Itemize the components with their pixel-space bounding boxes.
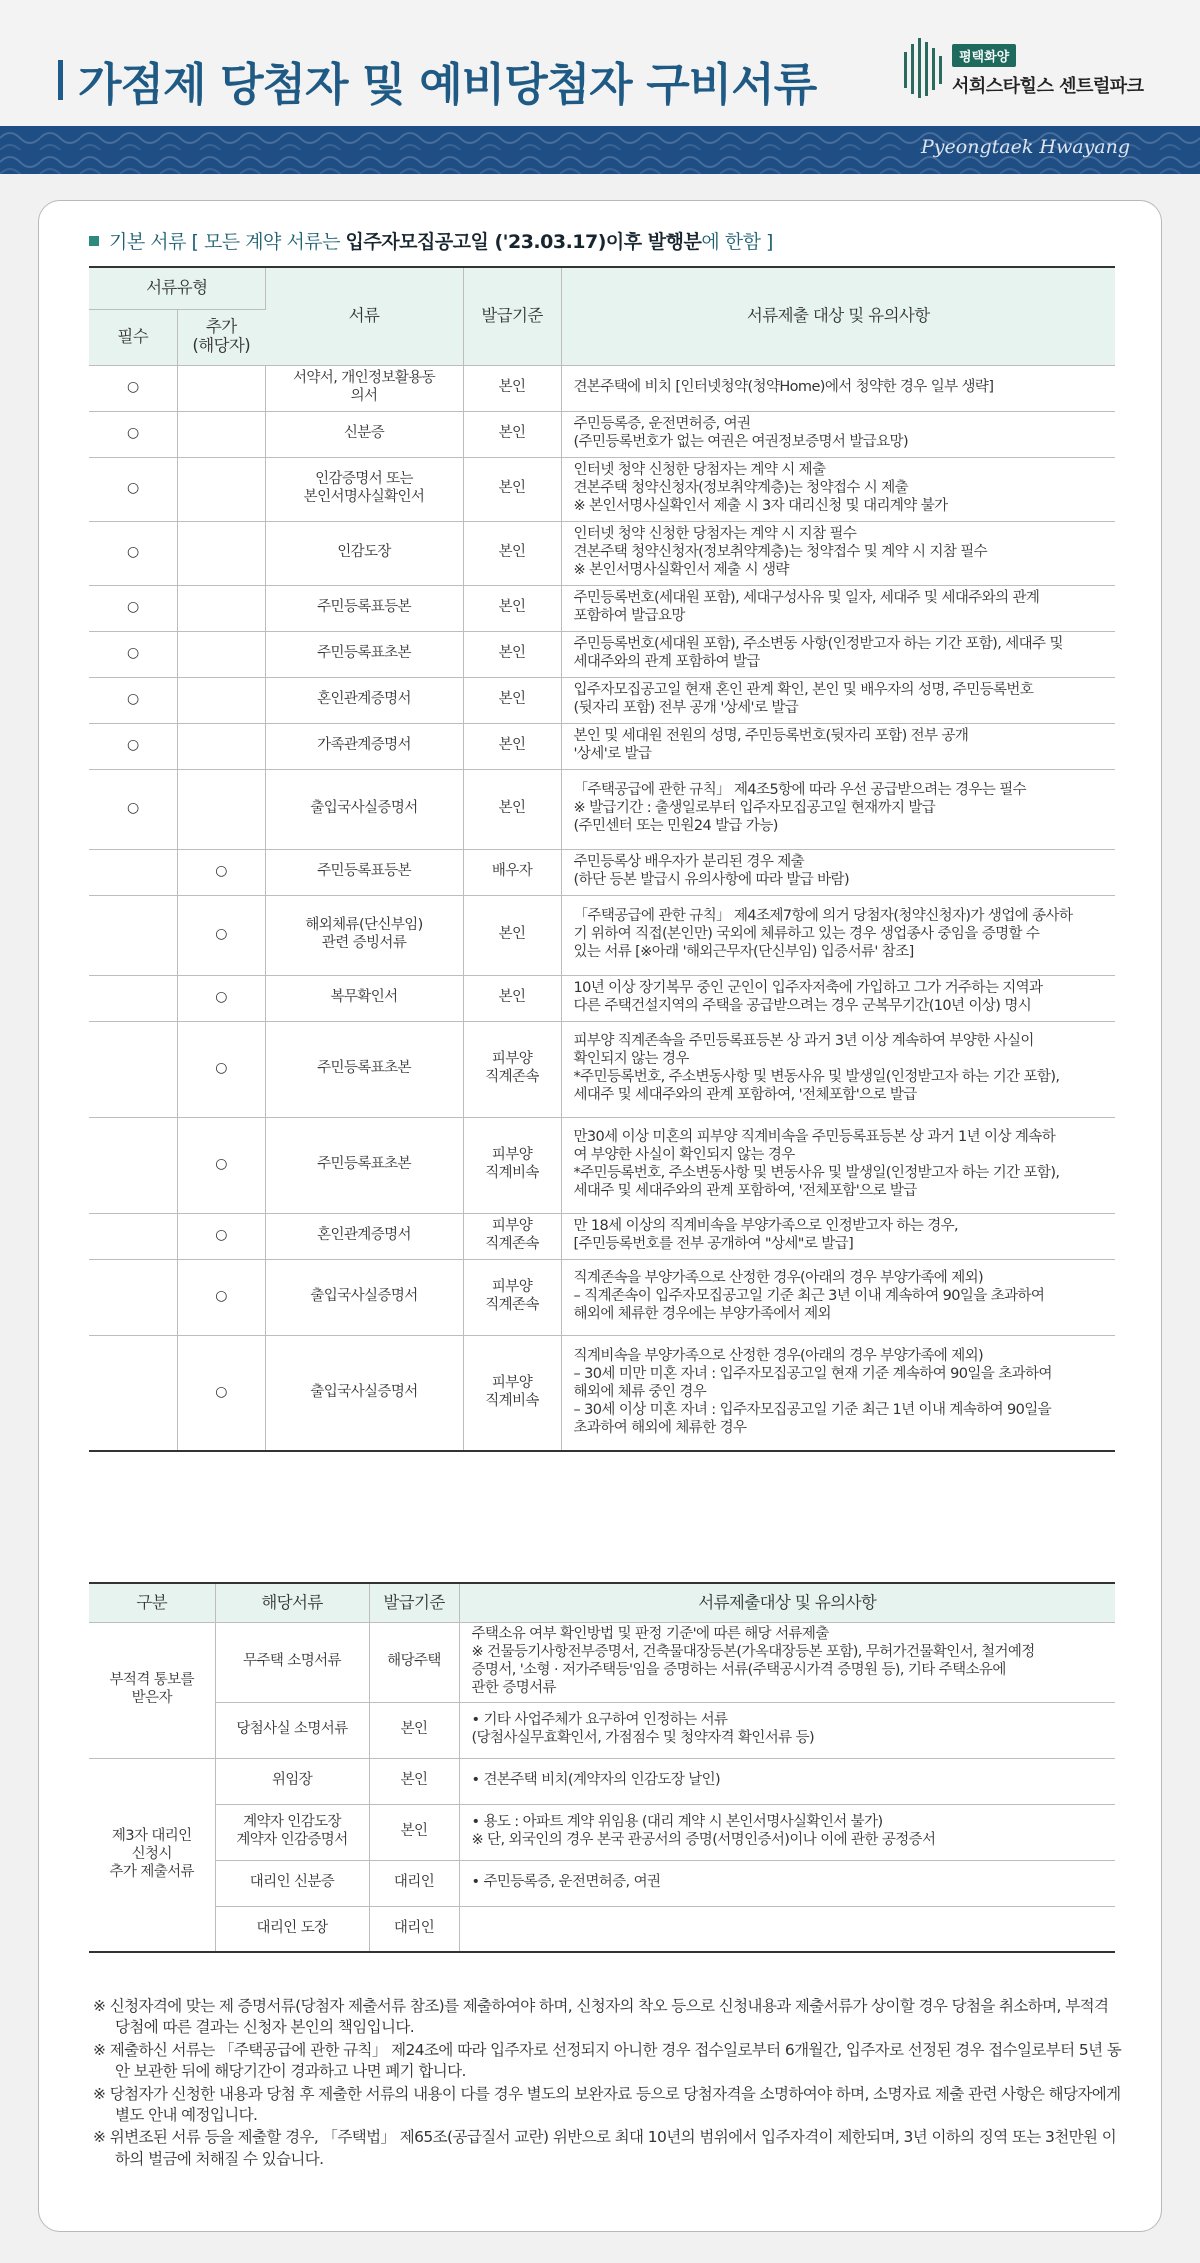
logo-mark-icon — [902, 38, 946, 102]
page-title: 가점제 당첨자 및 예비당첨자 구비서류 — [78, 58, 817, 111]
issue-basis: 피부양 직계비속 — [463, 1335, 561, 1451]
table-row — [89, 677, 1115, 723]
notes-text: 직계존속을 부양가족으로 산정한 경우(아래의 경우 부양가족에 제외) – 직계존속이 입주자모집공고일 기준 최근 3년 이내 계속하여 90일을 초과하여 해외에 체류한 경우에는 부양가족에서 제외 — [561, 1259, 1115, 1335]
category-cell: 제3자 대리인 신청시 추가 제출서류 — [89, 1758, 215, 1952]
document-name: 복무확인서 — [265, 975, 463, 1021]
notes-text: 직계비속을 부양가족으로 산정한 경우(아래의 경우 부양가족에 제외) – 30세 미만 미혼 자녀 : 입주자모집공고일 현재 기준 계속하여 90일을 초과하여 해외에 체류 중인 경우 – 30세 이상 미혼 자녀 : 입주자모집공고일 기준 최근 1년 이내 계속하여 90일을 초과하여 해외에 체류한 경우 — [561, 1335, 1115, 1451]
table-row — [89, 1622, 1115, 1702]
table-row — [89, 411, 1115, 457]
issue-basis: 본인 — [463, 895, 561, 975]
document-name: 주민등록표등본 — [265, 849, 463, 895]
document-name: 계약자 인감도장 계약자 인감증명서 — [215, 1804, 369, 1860]
issue-basis: 해당주택 — [369, 1622, 459, 1702]
header-doc-type: 서류유형 — [89, 267, 265, 309]
header-notes-2: 서류제출대상 및 유의사항 — [459, 1583, 1115, 1622]
required-mark: ○ — [89, 365, 177, 411]
header-notes: 서류제출 대상 및 유의사항 — [561, 267, 1115, 365]
additional-mark — [177, 365, 265, 411]
band-script-text: Pyeongtaek Hwayang — [921, 136, 1130, 158]
issue-basis: 대리인 — [369, 1860, 459, 1906]
notes-text: 주민등록번호(세대원 포함), 주소변동 사항(인정받고자 하는 기간 포함), 세대주 및 세대주와의 관계 포함하여 발급 — [561, 631, 1115, 677]
issue-basis: 본인 — [463, 631, 561, 677]
header-additional: 추가 (해당자) — [177, 309, 265, 365]
additional-documents-table — [89, 1582, 1115, 1953]
required-mark — [89, 849, 177, 895]
section-heading-bold: 입주자모집공고일 ('23.03.17)이후 발행분 — [345, 231, 702, 253]
table-row — [89, 521, 1115, 585]
table-row — [89, 1117, 1115, 1213]
required-mark — [89, 1021, 177, 1117]
additional-mark: ○ — [177, 1021, 265, 1117]
additional-mark — [177, 585, 265, 631]
additional-mark — [177, 769, 265, 849]
table-row — [89, 1335, 1115, 1451]
required-mark — [89, 895, 177, 975]
table-row — [89, 1259, 1115, 1335]
header-document: 서류 — [265, 267, 463, 365]
issue-basis: 본인 — [463, 521, 561, 585]
notes-text: 인터넷 청약 신청한 당첨자는 계약 시 지참 필수 견본주택 청약신청자(정보취약계층)는 청약접수 및 계약 시 지참 필수 ※ 본인서명사실확인서 제출 시 생략 — [561, 521, 1115, 585]
table-row — [89, 1758, 1115, 1804]
issue-basis: 피부양 직계존속 — [463, 1021, 561, 1117]
document-name: 신분증 — [265, 411, 463, 457]
pattern-band — [0, 126, 1200, 174]
document-name: 서약서, 개인정보활용동 의서 — [265, 365, 463, 411]
table-row — [89, 1804, 1115, 1860]
document-name: 대리인 도장 — [215, 1906, 369, 1952]
logo-badge: 평택화양 — [952, 44, 1016, 67]
title-accent-bar — [58, 60, 63, 100]
notes-text: 10년 이상 장기복무 중인 군인이 입주자저축에 가입하고 그가 거주하는 지역과 다른 주택건설지역의 주택을 공급받으려는 경우 군복무기간(10년 이상) 명시 — [561, 975, 1115, 1021]
document-name: 출입국사실증명서 — [265, 1259, 463, 1335]
additional-mark: ○ — [177, 849, 265, 895]
issue-basis: 본인 — [463, 677, 561, 723]
document-name: 혼인관계증명서 — [265, 677, 463, 723]
document-name: 대리인 신분증 — [215, 1860, 369, 1906]
footnote-item: ※ 당첨자가 신청한 내용과 당첨 후 제출한 서류의 내용이 다를 경우 별도의 보완자료 등으로 당첨자격을 소명하여야 하며, 소명자료 제출 관련 사항은 해당자에게 별도 안내 예정입니다. — [93, 2084, 1121, 2124]
document-name: 가족관계증명서 — [265, 723, 463, 769]
notes-text: 「주택공급에 관한 규칙」 제4조제7항에 의거 당첨자(청약신청자)가 생업에 종사하 기 위하여 직접(본인만) 국외에 체류하고 있는 경우 생업종사 중임을 증명할 수 있는 서류 [※아래 '해외근무자(단신부임) 입증서류' 참조] — [561, 895, 1115, 975]
issue-basis: 본인 — [463, 975, 561, 1021]
brand-logo — [902, 36, 1162, 106]
document-name: 당첨사실 소명서류 — [215, 1702, 369, 1758]
footnote-item: ※ 신청자격에 맞는 제 증명서류(당첨자 제출서류 참조)를 제출하여야 하며, 신청자의 착오 등으로 신청내용과 제출서류가 상이할 경우 당첨을 취소하며, 부적격 당첨에 따른 결과는 신청자 본인의 책임입니다. — [93, 1997, 1109, 2037]
required-mark: ○ — [89, 521, 177, 585]
footnote-item: ※ 제출하신 서류는 「주택공급에 관한 규칙」 제24조에 따라 입주자로 선정되지 아니한 경우 접수일로부터 6개월간, 입주자로 선정된 경우 접수일로부터 5년 동안 보관한 뒤에 해당기간이 경과하고 나면 폐기 합니다. — [93, 2040, 1122, 2081]
additional-mark — [177, 723, 265, 769]
notes-text: 만30세 이상 미혼의 피부양 직계비속을 주민등록표등본 상 과거 1년 이상 계속하 여 부양한 사실이 확인되지 않는 경우 *주민등록번호, 주소변동사항 및 변동사유 및 발생일(인정받고자 하는 기간 포함), 세대주 및 세대주와의 관계 포함하여, '전체포함'으로 발급 — [561, 1117, 1115, 1213]
table-row — [89, 1860, 1115, 1906]
issue-basis: 피부양 직계존속 — [463, 1213, 561, 1259]
content-card — [38, 200, 1162, 2232]
additional-mark: ○ — [177, 975, 265, 1021]
additional-mark: ○ — [177, 1335, 265, 1451]
notes-text: 주민등록증, 운전면허증, 여권 (주민등록번호가 없는 여권은 여권정보증명서 발급요망) — [561, 411, 1115, 457]
issue-basis: 피부양 직계존속 — [463, 1259, 561, 1335]
notes-text: • 용도 : 아파트 계약 위임용 (대리 계약 시 본인서명사실확인서 불가) ※ 단, 외국인의 경우 본국 관공서의 증명(서명인증서)이나 이에 관한 공정증서 — [459, 1804, 1115, 1860]
header-issue-basis: 발급기준 — [463, 267, 561, 365]
required-mark: ○ — [89, 677, 177, 723]
issue-basis: 본인 — [463, 457, 561, 521]
issue-basis: 본인 — [369, 1758, 459, 1804]
additional-mark: ○ — [177, 1259, 265, 1335]
notes-text: 피부양 직계존속을 주민등록표등본 상 과거 3년 이상 계속하여 부양한 사실이 확인되지 않는 경우 *주민등록번호, 주소변동사항 및 변동사유 및 발생일(인정받고자 하는 기간 포함), 세대주 및 세대주와의 관계 포함하여, '전체포함'으로 발급 — [561, 1021, 1115, 1117]
required-mark — [89, 1335, 177, 1451]
additional-mark — [177, 631, 265, 677]
table-row — [89, 457, 1115, 521]
table-row — [89, 365, 1115, 411]
required-mark: ○ — [89, 411, 177, 457]
required-mark — [89, 1117, 177, 1213]
document-name: 주민등록표등본 — [265, 585, 463, 631]
additional-mark: ○ — [177, 1213, 265, 1259]
document-name: 주민등록표초본 — [265, 631, 463, 677]
additional-mark — [177, 677, 265, 723]
notes-text: 본인 및 세대원 전원의 성명, 주민등록번호(뒷자리 포함) 전부 공개 '상세'로 발급 — [561, 723, 1115, 769]
additional-mark: ○ — [177, 895, 265, 975]
document-name: 위임장 — [215, 1758, 369, 1804]
issue-basis: 피부양 직계비속 — [463, 1117, 561, 1213]
issue-basis: 본인 — [463, 585, 561, 631]
required-mark — [89, 1213, 177, 1259]
notes-text: 인터넷 청약 신청한 당첨자는 계약 시 제출 견본주택 청약신청자(정보취약계층)는 청약접수 시 제출 ※ 본인서명사실확인서 제출 시 3자 대리신청 및 대리계약 불가 — [561, 457, 1115, 521]
notes-text: • 견본주택 비치(계약자의 인감도장 날인) — [459, 1758, 1115, 1804]
bullet-square-icon — [89, 236, 99, 246]
table-row — [89, 975, 1115, 1021]
footnote-item: ※ 위변조된 서류 등을 제출할 경우, 「주택법」 제65조(공급질서 교란) 위반으로 최대 10년의 범위에서 입주자격이 제한되며, 3년 이하의 징역 또는 3천만원 이하의 벌금에 처해질 수 있습니다. — [93, 2128, 1117, 2168]
required-mark — [89, 1259, 177, 1335]
required-mark: ○ — [89, 631, 177, 677]
table-row — [89, 849, 1115, 895]
additional-mark: ○ — [177, 1117, 265, 1213]
table-row — [89, 585, 1115, 631]
table-row — [89, 1213, 1115, 1259]
table-row — [89, 1906, 1115, 1952]
notes-text: • 기타 사업주체가 요구하여 인정하는 서류 (당첨사실무효확인서, 가점점수 및 청약자격 확인서류 등) — [459, 1702, 1115, 1758]
required-mark: ○ — [89, 723, 177, 769]
notes-text: 입주자모집공고일 현재 혼인 관계 확인, 본인 및 배우자의 성명, 주민등록번호 (뒷자리 포함) 전부 공개 '상세'로 발급 — [561, 677, 1115, 723]
required-mark — [89, 975, 177, 1021]
required-mark: ○ — [89, 457, 177, 521]
notes-text: 견본주택에 비치 [인터넷청약(청약Home)에서 청약한 경우 일부 생략] — [561, 365, 1115, 411]
logo-name: 서희스타힐스 센트럴파크 — [952, 76, 1144, 97]
table-row — [89, 769, 1115, 849]
document-name: 인감증명서 또는 본인서명사실확인서 — [265, 457, 463, 521]
table-row — [89, 895, 1115, 975]
document-name: 인감도장 — [265, 521, 463, 585]
required-mark: ○ — [89, 769, 177, 849]
issue-basis: 대리인 — [369, 1906, 459, 1952]
notes-text: 주민등록번호(세대원 포함), 세대구성사유 및 일자, 세대주 및 세대주와의 관계 포함하여 발급요망 — [561, 585, 1115, 631]
page-header — [0, 0, 1200, 126]
basic-documents-body — [89, 365, 1115, 1451]
header-required: 필수 — [89, 309, 177, 365]
document-name: 무주택 소명서류 — [215, 1622, 369, 1702]
basic-documents-table — [89, 266, 1115, 1452]
additional-mark — [177, 521, 265, 585]
table-row — [89, 1702, 1115, 1758]
document-name: 혼인관계증명서 — [265, 1213, 463, 1259]
table-row — [89, 631, 1115, 677]
notes-text: 주택소유 여부 확인방법 및 판정 기준'에 따른 해당 서류제출 ※ 건물등기사항전부증명서, 건축물대장등본(가옥대장등본 포함), 무허가건물확인서, 철거예정 증명서, '소형 · 저가주택등'임을 증명하는 서류(주택공시가격 증명원 등), 기타 주택소유에 관한 증명서류 — [459, 1622, 1115, 1702]
header-category: 구분 — [89, 1583, 215, 1622]
header-related-document: 해당서류 — [215, 1583, 369, 1622]
notes-text: 주민등록상 배우자가 분리된 경우 제출 (하단 등본 발급시 유의사항에 따라 발급 바람) — [561, 849, 1115, 895]
issue-basis: 본인 — [369, 1804, 459, 1860]
notes-text: 만 18세 이상의 직계비속을 부양가족으로 인정받고자 하는 경우, [주민등록번호를 전부 공개하여 "상세"로 발급] — [561, 1213, 1115, 1259]
issue-basis: 본인 — [463, 365, 561, 411]
issue-basis: 본인 — [463, 411, 561, 457]
issue-basis: 본인 — [463, 723, 561, 769]
document-name: 출입국사실증명서 — [265, 1335, 463, 1451]
table-row — [89, 1021, 1115, 1117]
notes-text — [459, 1906, 1115, 1952]
document-name: 출입국사실증명서 — [265, 769, 463, 849]
notes-text: 「주택공급에 관한 규칙」 제4조5항에 따라 우선 공급받으려는 경우는 필수 ※ 발급기간 : 출생일로부터 입주자모집공고일 현재까지 발급 (주민센터 또는 민원24 발급 가능) — [561, 769, 1115, 849]
additional-mark — [177, 411, 265, 457]
category-cell: 부적격 통보를 받은자 — [89, 1622, 215, 1758]
document-name: 주민등록표초본 — [265, 1117, 463, 1213]
required-mark: ○ — [89, 585, 177, 631]
header-issue-basis-2: 발급기준 — [369, 1583, 459, 1622]
document-name: 해외체류(단신부임) 관련 증빙서류 — [265, 895, 463, 975]
section-heading: 기본 서류 [ 모든 계약 서류는 입주자모집공고일 ('23.03.17)이후 발행분에 한함 ] — [89, 227, 773, 254]
additional-documents-body — [89, 1622, 1115, 1952]
issue-basis: 배우자 — [463, 849, 561, 895]
document-name: 주민등록표초본 — [265, 1021, 463, 1117]
additional-mark — [177, 457, 265, 521]
table-row — [89, 723, 1115, 769]
footnotes — [93, 1996, 1123, 2171]
notes-text: • 주민등록증, 운전면허증, 여권 — [459, 1860, 1115, 1906]
issue-basis: 본인 — [369, 1702, 459, 1758]
issue-basis: 본인 — [463, 769, 561, 849]
